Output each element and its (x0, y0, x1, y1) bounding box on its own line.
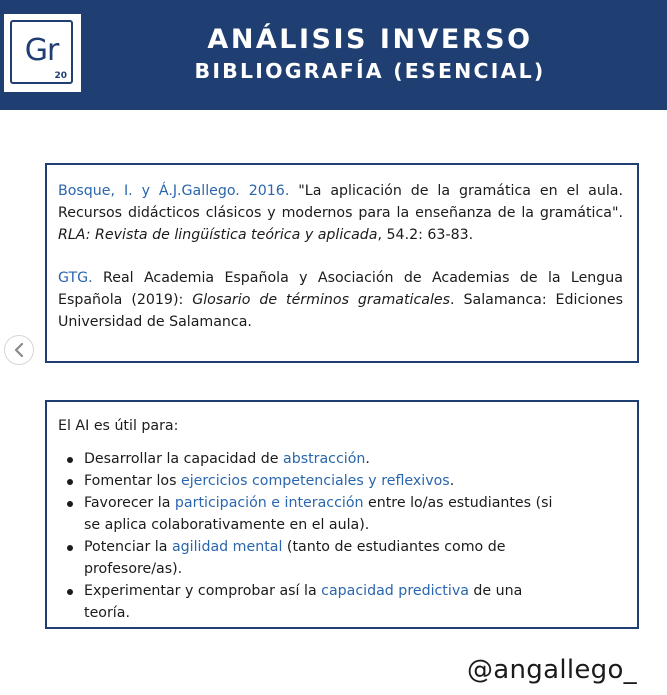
list-item-highlight: participación e interacción (174, 495, 364, 511)
logo-number: 20 (54, 71, 67, 81)
reference-publisher: . Salamanca: Ediciones Universidad de Salamanca. (58, 292, 624, 330)
bullet-icon (67, 457, 73, 463)
uses-list (58, 448, 623, 624)
previous-slide-button[interactable] (4, 335, 34, 365)
reference-item (58, 180, 623, 246)
bullet-icon (67, 501, 73, 507)
reference-text: "La aplicación de la gramática en el aula. Recursos didácticos clásicos y modernos para la enseñanza de la gramática". (58, 183, 623, 221)
list-item (84, 448, 554, 470)
reference-item (58, 267, 623, 333)
reference-lead: Bosque, I. y Á.J.Gallego. 2016. (58, 183, 290, 199)
list-item-text: . (449, 473, 455, 489)
header-banner (0, 0, 667, 110)
author-handle: @angallego_ (466, 655, 637, 685)
logo (4, 14, 81, 92)
references-box (45, 163, 639, 363)
logo-symbol: Gr (24, 33, 59, 68)
list-item (84, 580, 554, 624)
list-item (84, 536, 554, 580)
page-subtitle: BIBLIOGRAFÍA (ESENCIAL) (194, 59, 546, 83)
logo-frame (10, 20, 73, 84)
list-item-highlight: abstracción (283, 451, 366, 467)
list-item-text: Desarrollar la capacidad de (84, 451, 283, 467)
chevron-left-icon (13, 343, 25, 357)
reference-text: Real Academia Española y Asociación de Academias de la Lengua Española (2019): (58, 270, 623, 308)
page-title: ANÁLISIS INVERSO (207, 24, 533, 55)
list-item-highlight: agilidad mental (171, 539, 283, 555)
reference-pages: , 54.2: 63-83. (377, 227, 474, 243)
list-item-highlight: capacidad predictiva (321, 583, 469, 599)
list-item-text: . (365, 451, 370, 467)
list-item-text: Experimentar y comprobar así la (84, 583, 322, 599)
uses-box (45, 400, 639, 629)
list-item-text: Favorecer la (84, 495, 175, 511)
list-item (84, 470, 554, 492)
reference-source: RLA: Revista de lingüística teórica y aplicada (58, 227, 378, 243)
list-item-text: Fomentar los (84, 473, 181, 489)
list-item (84, 492, 554, 536)
list-item-text: de una teoría. (84, 583, 523, 621)
list-item-text: Potenciar la (84, 539, 172, 555)
reference-lead: GTG. (58, 270, 93, 286)
reference-source: Glosario de términos gramaticales (192, 292, 451, 308)
list-item-text: entre lo/as estudiantes (si se aplica colaborativamente en el aula). (84, 495, 553, 533)
list-item-text: (tanto de estudiantes como de profesore/as). (84, 539, 506, 577)
bullet-icon (67, 545, 73, 551)
list-item-highlight: ejercicios competenciales y reflexivos (181, 473, 450, 489)
bullet-icon (67, 589, 73, 595)
uses-intro: El AI es útil para: (58, 418, 179, 434)
bullet-icon (67, 479, 73, 485)
